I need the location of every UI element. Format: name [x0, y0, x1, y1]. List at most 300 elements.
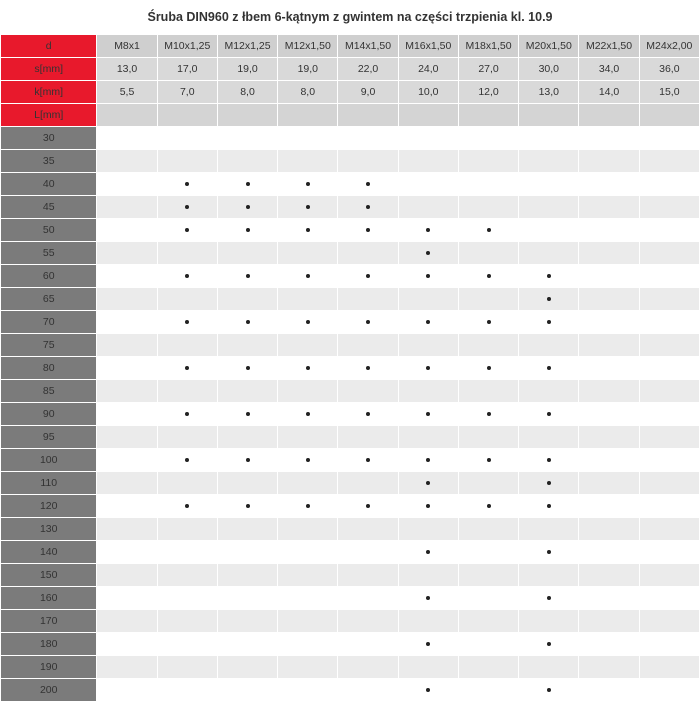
- table-row: [1, 357, 700, 380]
- cell-90-7: [519, 403, 579, 426]
- cell-55-6: [458, 242, 518, 265]
- cell-60-8: [579, 265, 639, 288]
- cell-40-4: [338, 173, 398, 196]
- availability-dot: [487, 504, 491, 508]
- cell-45-0: [97, 196, 157, 219]
- cell-200-8: [579, 679, 639, 702]
- cell-55-2: [217, 242, 277, 265]
- table-row: [1, 311, 700, 334]
- cell-45-3: [278, 196, 338, 219]
- cell-130-0: [97, 518, 157, 541]
- cell-65-0: [97, 288, 157, 311]
- cell-160-4: [338, 587, 398, 610]
- k-value-8: 14,0: [579, 81, 639, 104]
- cell-40-8: [579, 173, 639, 196]
- availability-dot: [547, 481, 551, 485]
- cell-170-6: [458, 610, 518, 633]
- cell-190-6: [458, 656, 518, 679]
- availability-dot: [426, 481, 430, 485]
- length-label-75: 75: [1, 334, 97, 357]
- availability-dot: [487, 412, 491, 416]
- cell-75-7: [519, 334, 579, 357]
- cell-190-1: [157, 656, 217, 679]
- availability-dot: [306, 458, 310, 462]
- cell-30-4: [338, 127, 398, 150]
- cell-65-5: [398, 288, 458, 311]
- cell-50-8: [579, 219, 639, 242]
- table-row: [1, 633, 700, 656]
- availability-dot: [487, 320, 491, 324]
- cell-45-5: [398, 196, 458, 219]
- cell-30-5: [398, 127, 458, 150]
- cell-110-2: [217, 472, 277, 495]
- cell-45-8: [579, 196, 639, 219]
- cell-200-4: [338, 679, 398, 702]
- cell-60-3: [278, 265, 338, 288]
- cell-30-1: [157, 127, 217, 150]
- cell-35-2: [217, 150, 277, 173]
- column-header-3: M12x1,50: [278, 35, 338, 58]
- length-label-65: 65: [1, 288, 97, 311]
- length-label-140: 140: [1, 541, 97, 564]
- table-row: [1, 518, 700, 541]
- cell-110-4: [338, 472, 398, 495]
- cell-70-6: [458, 311, 518, 334]
- cell-75-0: [97, 334, 157, 357]
- cell-130-4: [338, 518, 398, 541]
- availability-dot: [246, 228, 250, 232]
- cell-130-9: [639, 518, 699, 541]
- cell-200-6: [458, 679, 518, 702]
- cell-80-2: [217, 357, 277, 380]
- cell-50-1: [157, 219, 217, 242]
- cell-85-5: [398, 380, 458, 403]
- availability-dot: [426, 504, 430, 508]
- column-header-7: M20x1,50: [519, 35, 579, 58]
- row-label-s: s[mm]: [1, 58, 97, 81]
- cell-130-1: [157, 518, 217, 541]
- availability-dot: [185, 504, 189, 508]
- cell-100-2: [217, 449, 277, 472]
- cell-110-9: [639, 472, 699, 495]
- cell-170-9: [639, 610, 699, 633]
- availability-dot: [426, 251, 430, 255]
- table-row: [1, 265, 700, 288]
- cell-65-3: [278, 288, 338, 311]
- cell-170-2: [217, 610, 277, 633]
- cell-70-1: [157, 311, 217, 334]
- availability-dot: [306, 274, 310, 278]
- availability-dot: [306, 504, 310, 508]
- table-row: [1, 610, 700, 633]
- availability-dot: [306, 228, 310, 232]
- availability-dot: [185, 274, 189, 278]
- L-header-cell-7: [519, 104, 579, 127]
- cell-65-6: [458, 288, 518, 311]
- availability-dot: [366, 320, 370, 324]
- table-row: [1, 403, 700, 426]
- cell-45-4: [338, 196, 398, 219]
- cell-95-5: [398, 426, 458, 449]
- cell-200-7: [519, 679, 579, 702]
- cell-170-3: [278, 610, 338, 633]
- cell-35-6: [458, 150, 518, 173]
- cell-35-8: [579, 150, 639, 173]
- cell-85-7: [519, 380, 579, 403]
- column-header-6: M18x1,50: [458, 35, 518, 58]
- cell-40-1: [157, 173, 217, 196]
- cell-140-5: [398, 541, 458, 564]
- cell-85-0: [97, 380, 157, 403]
- cell-95-2: [217, 426, 277, 449]
- s-value-4: 22,0: [338, 58, 398, 81]
- cell-40-7: [519, 173, 579, 196]
- cell-90-4: [338, 403, 398, 426]
- cell-55-5: [398, 242, 458, 265]
- availability-dot: [246, 182, 250, 186]
- cell-140-8: [579, 541, 639, 564]
- table-row: [1, 679, 700, 702]
- length-label-50: 50: [1, 219, 97, 242]
- length-label-80: 80: [1, 357, 97, 380]
- cell-65-9: [639, 288, 699, 311]
- cell-50-9: [639, 219, 699, 242]
- table-row: [1, 495, 700, 518]
- cell-75-6: [458, 334, 518, 357]
- cell-150-9: [639, 564, 699, 587]
- availability-dot: [426, 688, 430, 692]
- cell-50-4: [338, 219, 398, 242]
- availability-dot: [306, 205, 310, 209]
- cell-110-1: [157, 472, 217, 495]
- cell-180-0: [97, 633, 157, 656]
- column-header-0: M8x1: [97, 35, 157, 58]
- table-row: [1, 173, 700, 196]
- cell-30-2: [217, 127, 277, 150]
- availability-dot: [547, 688, 551, 692]
- cell-120-0: [97, 495, 157, 518]
- length-label-130: 130: [1, 518, 97, 541]
- specification-table: [0, 34, 700, 702]
- cell-70-8: [579, 311, 639, 334]
- cell-55-9: [639, 242, 699, 265]
- cell-95-3: [278, 426, 338, 449]
- length-label-85: 85: [1, 380, 97, 403]
- table-row: [1, 587, 700, 610]
- column-header-2: M12x1,25: [217, 35, 277, 58]
- cell-80-5: [398, 357, 458, 380]
- cell-80-0: [97, 357, 157, 380]
- page-title: Śruba DIN960 z łbem 6-kątnym z gwintem na części trzpienia kl. 10.9: [147, 10, 553, 24]
- cell-55-8: [579, 242, 639, 265]
- cell-200-5: [398, 679, 458, 702]
- cell-190-4: [338, 656, 398, 679]
- cell-200-9: [639, 679, 699, 702]
- cell-120-3: [278, 495, 338, 518]
- availability-dot: [306, 320, 310, 324]
- L-header-cell-4: [338, 104, 398, 127]
- availability-dot: [426, 366, 430, 370]
- availability-dot: [426, 274, 430, 278]
- availability-dot: [366, 182, 370, 186]
- availability-dot: [185, 205, 189, 209]
- cell-190-3: [278, 656, 338, 679]
- length-label-200: 200: [1, 679, 97, 702]
- cell-80-6: [458, 357, 518, 380]
- cell-180-6: [458, 633, 518, 656]
- s-value-6: 27,0: [458, 58, 518, 81]
- availability-dot: [306, 366, 310, 370]
- cell-50-7: [519, 219, 579, 242]
- cell-150-2: [217, 564, 277, 587]
- availability-dot: [185, 182, 189, 186]
- cell-65-2: [217, 288, 277, 311]
- cell-65-1: [157, 288, 217, 311]
- s-value-0: 13,0: [97, 58, 157, 81]
- availability-dot: [487, 274, 491, 278]
- cell-50-3: [278, 219, 338, 242]
- availability-dot: [366, 205, 370, 209]
- cell-200-1: [157, 679, 217, 702]
- cell-140-1: [157, 541, 217, 564]
- cell-70-4: [338, 311, 398, 334]
- s-value-9: 36,0: [639, 58, 699, 81]
- length-label-110: 110: [1, 472, 97, 495]
- cell-150-1: [157, 564, 217, 587]
- cell-150-4: [338, 564, 398, 587]
- cell-75-2: [217, 334, 277, 357]
- L-header-cell-2: [217, 104, 277, 127]
- cell-30-6: [458, 127, 518, 150]
- table-row: [1, 150, 700, 173]
- cell-55-1: [157, 242, 217, 265]
- cell-95-0: [97, 426, 157, 449]
- availability-dot: [426, 596, 430, 600]
- L-header-cell-9: [639, 104, 699, 127]
- cell-35-5: [398, 150, 458, 173]
- cell-110-0: [97, 472, 157, 495]
- table-row: [1, 541, 700, 564]
- availability-dot: [246, 458, 250, 462]
- length-label-55: 55: [1, 242, 97, 265]
- cell-180-2: [217, 633, 277, 656]
- availability-dot: [246, 274, 250, 278]
- cell-100-7: [519, 449, 579, 472]
- cell-140-0: [97, 541, 157, 564]
- cell-80-7: [519, 357, 579, 380]
- cell-85-6: [458, 380, 518, 403]
- cell-160-6: [458, 587, 518, 610]
- k-value-6: 12,0: [458, 81, 518, 104]
- length-label-180: 180: [1, 633, 97, 656]
- cell-130-8: [579, 518, 639, 541]
- availability-dot: [547, 550, 551, 554]
- table-header-row: [1, 35, 700, 58]
- cell-180-8: [579, 633, 639, 656]
- cell-180-9: [639, 633, 699, 656]
- cell-35-7: [519, 150, 579, 173]
- availability-dot: [185, 228, 189, 232]
- cell-150-7: [519, 564, 579, 587]
- cell-190-7: [519, 656, 579, 679]
- availability-dot: [547, 504, 551, 508]
- availability-dot: [185, 458, 189, 462]
- cell-120-5: [398, 495, 458, 518]
- cell-60-7: [519, 265, 579, 288]
- cell-85-8: [579, 380, 639, 403]
- cell-55-7: [519, 242, 579, 265]
- table-row: [1, 288, 700, 311]
- cell-110-8: [579, 472, 639, 495]
- cell-200-0: [97, 679, 157, 702]
- cell-90-6: [458, 403, 518, 426]
- length-label-90: 90: [1, 403, 97, 426]
- column-header-5: M16x1,50: [398, 35, 458, 58]
- table-body: [1, 35, 700, 702]
- cell-160-8: [579, 587, 639, 610]
- cell-40-9: [639, 173, 699, 196]
- cell-55-0: [97, 242, 157, 265]
- length-label-40: 40: [1, 173, 97, 196]
- availability-dot: [366, 366, 370, 370]
- table-row: [1, 426, 700, 449]
- cell-90-1: [157, 403, 217, 426]
- cell-140-9: [639, 541, 699, 564]
- cell-45-1: [157, 196, 217, 219]
- cell-60-9: [639, 265, 699, 288]
- row-label-k: k[mm]: [1, 81, 97, 104]
- cell-40-5: [398, 173, 458, 196]
- L-header-cell-1: [157, 104, 217, 127]
- cell-150-6: [458, 564, 518, 587]
- cell-75-8: [579, 334, 639, 357]
- length-label-160: 160: [1, 587, 97, 610]
- cell-50-5: [398, 219, 458, 242]
- length-label-190: 190: [1, 656, 97, 679]
- k-value-0: 5,5: [97, 81, 157, 104]
- cell-170-8: [579, 610, 639, 633]
- cell-65-4: [338, 288, 398, 311]
- availability-dot: [426, 458, 430, 462]
- cell-180-1: [157, 633, 217, 656]
- cell-160-3: [278, 587, 338, 610]
- availability-dot: [547, 642, 551, 646]
- s-value-7: 30,0: [519, 58, 579, 81]
- column-header-1: M10x1,25: [157, 35, 217, 58]
- cell-120-1: [157, 495, 217, 518]
- availability-dot: [366, 228, 370, 232]
- s-value-1: 17,0: [157, 58, 217, 81]
- table-row: [1, 334, 700, 357]
- availability-dot: [246, 320, 250, 324]
- cell-90-3: [278, 403, 338, 426]
- cell-100-1: [157, 449, 217, 472]
- table-row: [1, 242, 700, 265]
- cell-110-3: [278, 472, 338, 495]
- cell-40-2: [217, 173, 277, 196]
- cell-100-9: [639, 449, 699, 472]
- cell-100-0: [97, 449, 157, 472]
- cell-80-3: [278, 357, 338, 380]
- table-row: [1, 656, 700, 679]
- cell-95-6: [458, 426, 518, 449]
- cell-120-9: [639, 495, 699, 518]
- cell-80-1: [157, 357, 217, 380]
- cell-90-5: [398, 403, 458, 426]
- cell-160-0: [97, 587, 157, 610]
- cell-140-2: [217, 541, 277, 564]
- L-header-cell-8: [579, 104, 639, 127]
- availability-dot: [246, 412, 250, 416]
- table-row: [1, 196, 700, 219]
- cell-180-7: [519, 633, 579, 656]
- availability-dot: [366, 274, 370, 278]
- table-row: [1, 449, 700, 472]
- availability-dot: [366, 412, 370, 416]
- cell-50-0: [97, 219, 157, 242]
- availability-dot: [487, 366, 491, 370]
- length-label-170: 170: [1, 610, 97, 633]
- cell-40-3: [278, 173, 338, 196]
- cell-140-3: [278, 541, 338, 564]
- cell-65-7: [519, 288, 579, 311]
- cell-150-8: [579, 564, 639, 587]
- cell-95-9: [639, 426, 699, 449]
- cell-200-2: [217, 679, 277, 702]
- cell-170-4: [338, 610, 398, 633]
- availability-dot: [426, 320, 430, 324]
- cell-110-6: [458, 472, 518, 495]
- cell-35-9: [639, 150, 699, 173]
- cell-70-2: [217, 311, 277, 334]
- cell-100-6: [458, 449, 518, 472]
- L-header-cell-5: [398, 104, 458, 127]
- cell-35-1: [157, 150, 217, 173]
- s-value-2: 19,0: [217, 58, 277, 81]
- length-label-45: 45: [1, 196, 97, 219]
- cell-190-9: [639, 656, 699, 679]
- availability-dot: [306, 182, 310, 186]
- table-row-L: [1, 104, 700, 127]
- length-label-30: 30: [1, 127, 97, 150]
- cell-85-4: [338, 380, 398, 403]
- cell-120-7: [519, 495, 579, 518]
- cell-40-0: [97, 173, 157, 196]
- availability-dot: [547, 297, 551, 301]
- cell-45-2: [217, 196, 277, 219]
- length-label-120: 120: [1, 495, 97, 518]
- cell-60-5: [398, 265, 458, 288]
- cell-30-0: [97, 127, 157, 150]
- cell-75-4: [338, 334, 398, 357]
- table-row-s: [1, 58, 700, 81]
- cell-70-3: [278, 311, 338, 334]
- table-row: [1, 564, 700, 587]
- cell-160-1: [157, 587, 217, 610]
- s-value-8: 34,0: [579, 58, 639, 81]
- k-value-5: 10,0: [398, 81, 458, 104]
- availability-dot: [426, 642, 430, 646]
- cell-170-7: [519, 610, 579, 633]
- table-row: [1, 219, 700, 242]
- cell-50-2: [217, 219, 277, 242]
- row-label-d: d: [1, 35, 97, 58]
- cell-95-7: [519, 426, 579, 449]
- cell-160-5: [398, 587, 458, 610]
- availability-dot: [246, 366, 250, 370]
- table-row-k: [1, 81, 700, 104]
- cell-170-1: [157, 610, 217, 633]
